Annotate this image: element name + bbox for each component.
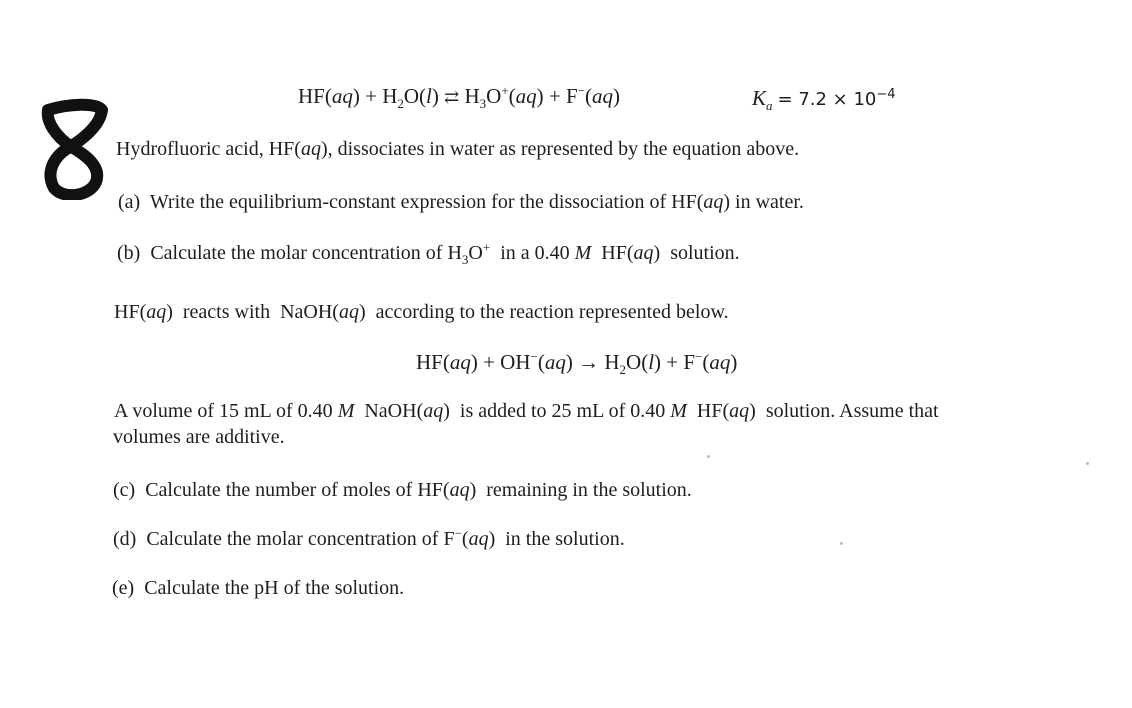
scan-speck [1086,462,1089,465]
ka-value: = $7.2 \times 10^{-4}$ [777,87,896,110]
part-e-label: (e) [112,577,135,599]
intro-text: Hydrofluoric acid, HF(aq), dissociates in water as represented by the equation above. [116,138,800,160]
volume-statement-line-2: volumes are additive. [113,426,285,448]
part-e-text: Calculate the pH of the solution. [144,577,405,599]
volume-statement-line-1: A volume of 15 mL of 0.40 M NaOH(aq) is added to 25 mL of 0.40 M HF(aq) solution. Assume that [114,400,939,422]
part-b: (b) Calculate the molar concentration of $H_3O^+$ in a 0.40 M HF(aq) solution. [117,239,740,267]
part-b-text: Calculate the molar concentration of [150,242,443,264]
part-d-text: Calculate the molar concentration of [146,528,439,550]
reaction-intro: HF(aq) reacts with NaOH(aq) according to the reaction represented below. [114,301,729,323]
reaction-arrow-icon: → [578,350,600,374]
part-d-label: (d) [113,528,137,550]
part-a-label: (a) [118,191,141,213]
part-b-text-end: solution. [670,242,740,264]
equilibrium-arrow-icon: ⇄ [444,87,460,107]
scan-speck [707,455,710,458]
eq1-reactant-water: $H_2O(l)$ [382,84,439,112]
part-a-text: Write the equilibrium-constant expression for the dissociation of [149,191,667,213]
part-c-text: Calculate the number of moles of [145,479,413,501]
part-d: (d) Calculate the molar concentration of F−(aq) in the solution. [113,525,625,550]
part-e [112,576,404,600]
eq1-product-hydronium: $H_3O^+(aq)$ [464,83,544,112]
dissociation-equation [298,83,621,112]
part-c-label: (c) [113,479,136,501]
neutralization-equation: $HF(aq) + OH^-(aq) \to H_2O(l) + F^-(aq)$ [416,349,738,378]
eq1-plus: + [365,84,377,108]
part-d-text-end: in the solution. [505,528,625,550]
part-c-text-end: remaining in the solution. [486,479,692,501]
scan-speck [840,542,843,545]
part-a: (a) Write the equilibrium-constant expression for the dissociation of HF(aq) in water. [118,191,804,213]
part-a-text-end: in water. [735,191,804,213]
eq1-reactant-hf: HF(aq) [298,84,360,108]
ka-label: $K_a$ [752,86,773,114]
handwritten-eight-mark [38,96,110,200]
eq1-plus: + [548,84,561,108]
part-c: (c) Calculate the number of moles of HF(aq) remaining in the solution. [113,479,692,501]
reaction-intro-text: according to the reaction represented below. [375,301,729,323]
ka-expression [752,86,896,112]
part-b-label: (b) [117,242,141,264]
eq1-product-fluoride: F−(aq) [566,83,621,108]
